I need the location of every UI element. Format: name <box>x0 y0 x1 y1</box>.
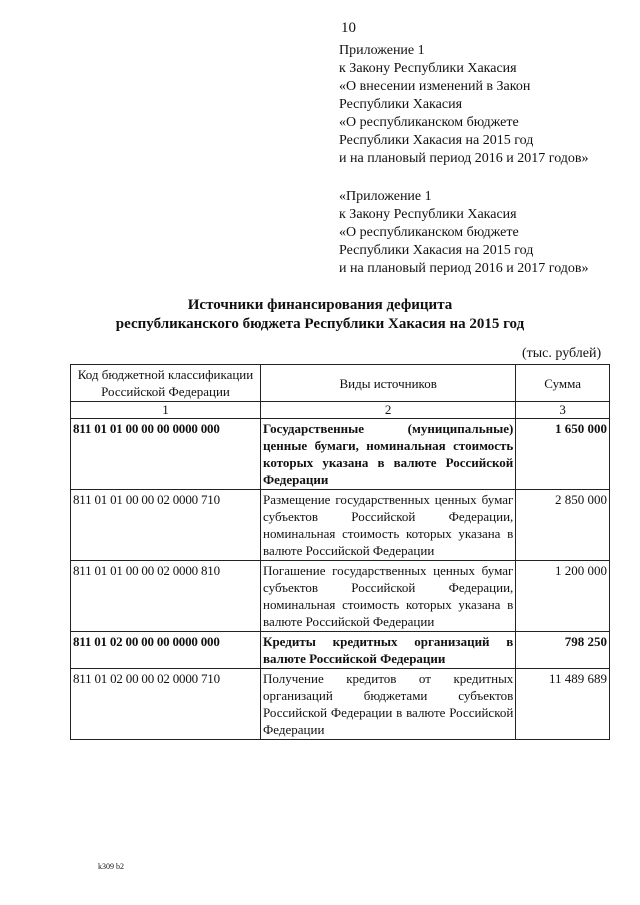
row-kind: Кредиты кредитных организаций в валюте Российской Федерации <box>261 632 516 669</box>
appendix-line: «Приложение 1 <box>339 189 432 204</box>
appendix-header-main <box>339 42 589 168</box>
appendix-header-quoted <box>339 188 589 278</box>
row-sum: 1 200 000 <box>516 561 610 632</box>
appendix-line: «О республиканском бюджете <box>339 115 519 130</box>
appendix-line: Республики Хакасия на 2015 год <box>339 133 534 148</box>
header-kind: Виды источников <box>261 365 516 402</box>
table-row <box>71 669 610 740</box>
row-code: 811 01 02 00 00 02 0000 710 <box>71 669 261 740</box>
column-number: 2 <box>261 402 516 419</box>
appendix-line: и на плановый период 2016 и 2017 годов» <box>339 151 589 166</box>
row-code: 811 01 01 00 00 02 0000 810 <box>71 561 261 632</box>
table-row <box>71 490 610 561</box>
footer-code: k309 b2 <box>98 862 124 871</box>
row-sum: 1 650 000 <box>516 419 610 490</box>
sources-table <box>70 364 610 740</box>
header-code: Код бюджетной классификации Российской Федерации <box>71 365 261 402</box>
title-line-1: Источники финансирования дефицита <box>187 297 453 313</box>
row-kind: Государственные (муниципальные) ценные бумаги, номинальная стоимость которых указана в валюте Российской Федерации <box>261 419 516 490</box>
row-kind: Получение кредитов от кредитных организаций бюджетами субъектов Российской Федерации в валюте Российской Федерации <box>261 669 516 740</box>
appendix-line: к Закону Республики Хакасия <box>339 207 517 222</box>
row-code: 811 01 01 00 00 00 0000 000 <box>71 419 261 490</box>
row-code: 811 01 02 00 00 00 0000 000 <box>71 632 261 669</box>
table-row <box>71 632 610 669</box>
table-header-row <box>71 365 610 402</box>
appendix-line: «О республиканском бюджете <box>339 225 519 240</box>
appendix-line: Республики Хакасия на 2015 год <box>339 243 534 258</box>
table-row <box>71 561 610 632</box>
row-kind: Погашение государственных ценных бумаг субъектов Российской Федерации, номинальная стоимость которых указана в валюте Российской Федерации <box>261 561 516 632</box>
row-sum: 2 850 000 <box>516 490 610 561</box>
column-number: 3 <box>516 402 610 419</box>
title-line-2: республиканского бюджета Республики Хакасия на 2015 год <box>115 316 525 332</box>
appendix-line: Приложение 1 <box>339 43 425 58</box>
document-title <box>0 296 640 334</box>
appendix-line: и на плановый период 2016 и 2017 годов» <box>339 261 589 276</box>
row-sum: 11 489 689 <box>516 669 610 740</box>
row-kind: Размещение государственных ценных бумаг субъектов Российской Федерации, номинальная стоимость которых указана в валюте Российской Федерации <box>261 490 516 561</box>
header-sum: Сумма <box>516 365 610 402</box>
appendix-line: к Закону Республики Хакасия <box>339 61 517 76</box>
row-code: 811 01 01 00 00 02 0000 710 <box>71 490 261 561</box>
column-number: 1 <box>71 402 261 419</box>
appendix-line: «О внесении изменений в Закон <box>339 79 531 94</box>
page-number: 10 <box>341 20 356 36</box>
column-number-row <box>71 402 610 419</box>
units-label: (тыс. рублей) <box>522 346 602 361</box>
row-sum: 798 250 <box>516 632 610 669</box>
appendix-line: Республики Хакасия <box>339 97 463 112</box>
table-row <box>71 419 610 490</box>
